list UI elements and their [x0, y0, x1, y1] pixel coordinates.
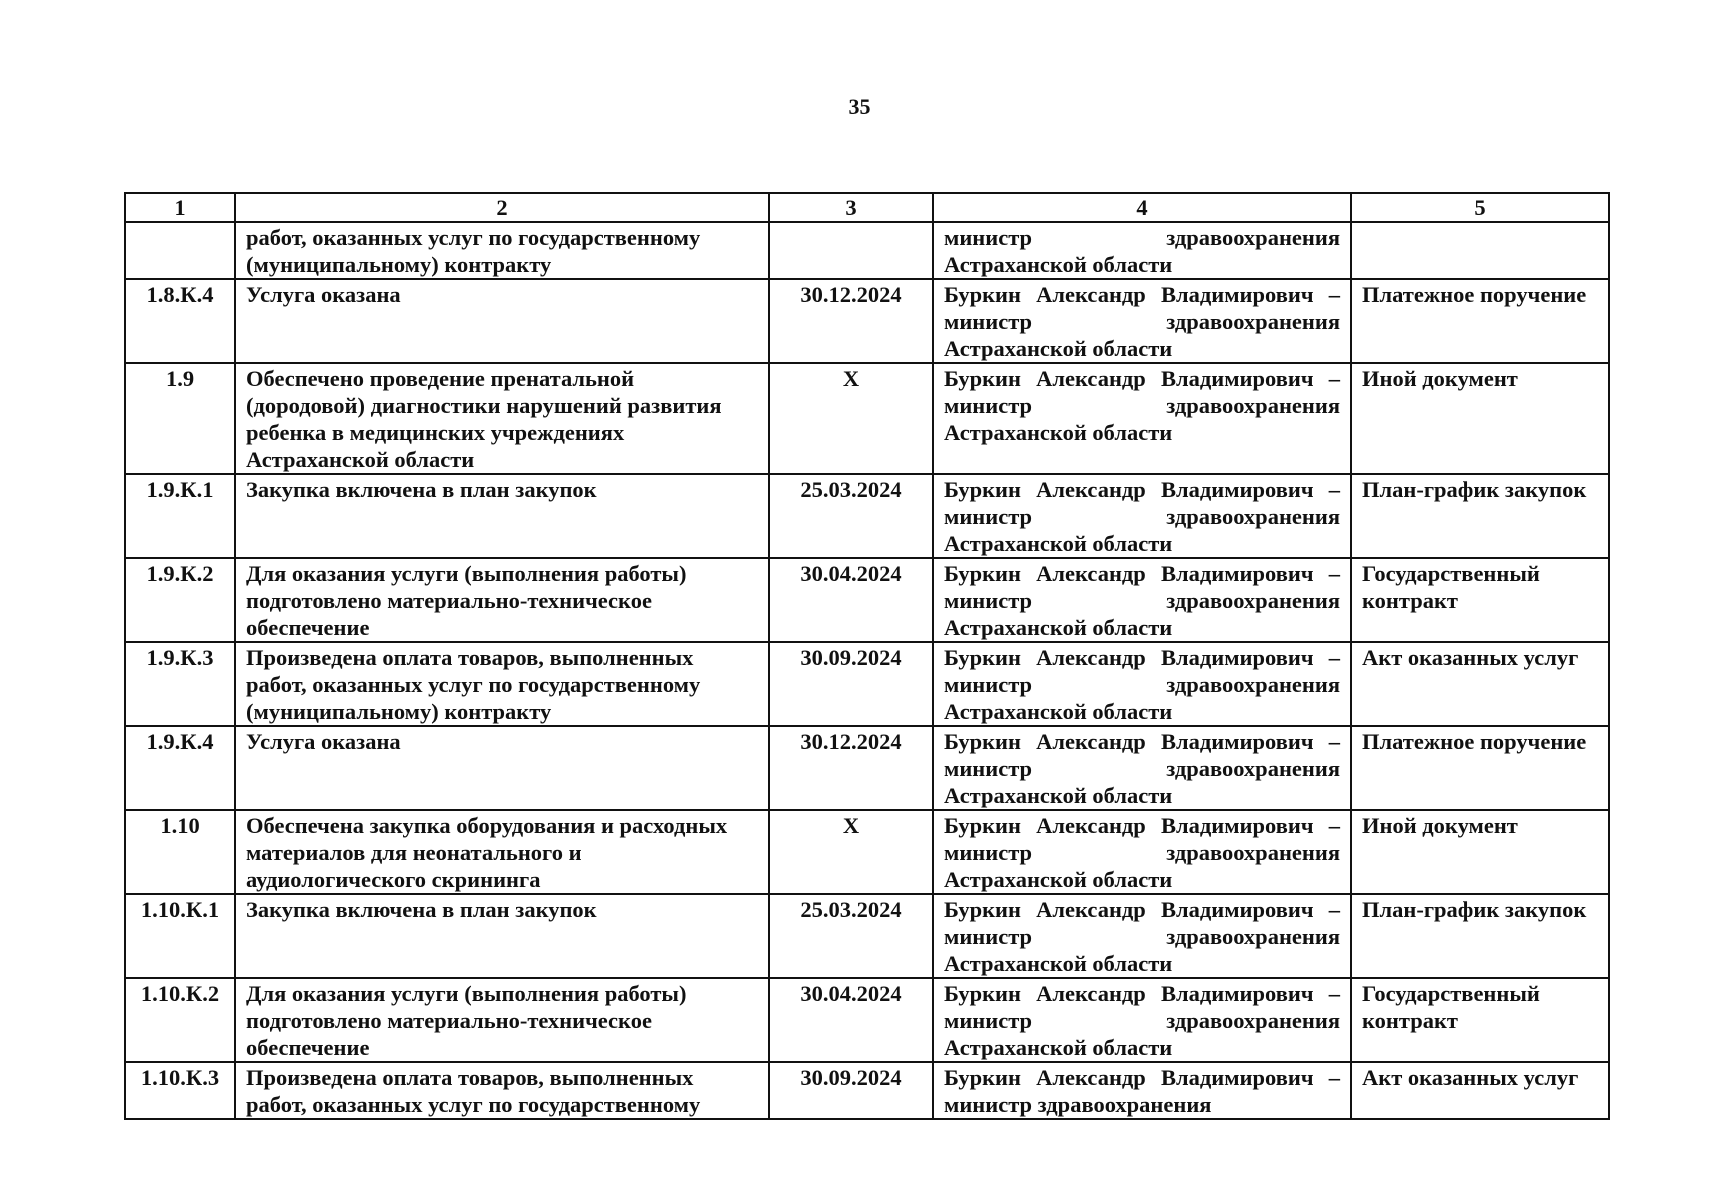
- row-date: 30.12.2024: [769, 279, 933, 363]
- row-date: 30.04.2024: [769, 978, 933, 1062]
- row-document: План-график закупок: [1351, 474, 1609, 558]
- table-row: [125, 222, 1609, 279]
- row-responsible: Буркин Александр Владимирович – министр здравоохранения Астраханской области: [933, 363, 1351, 474]
- row-description: Для оказания услуги (выполнения работы) подготовлено материально-техническое обеспечение: [235, 978, 769, 1062]
- table-row: [125, 894, 1609, 978]
- row-document: Иной документ: [1351, 810, 1609, 894]
- row-number: 1.9.К.1: [125, 474, 235, 558]
- header-col-5: 5: [1351, 193, 1609, 222]
- plan-table: [124, 192, 1610, 1120]
- row-document: Платежное поручение: [1351, 726, 1609, 810]
- page-number: 35: [848, 94, 871, 119]
- row-number: 1.9.К.4: [125, 726, 235, 810]
- row-date: 25.03.2024: [769, 474, 933, 558]
- row-number: 1.8.К.4: [125, 279, 235, 363]
- row-number: 1.10: [125, 810, 235, 894]
- row-description: Обеспечена закупка оборудования и расходных материалов для неонатального и аудиологического скрининга: [235, 810, 769, 894]
- row-description: Закупка включена в план закупок: [235, 894, 769, 978]
- row-responsible: Буркин Александр Владимирович – министр здравоохранения Астраханской области: [933, 279, 1351, 363]
- row-description: Услуга оказана: [235, 726, 769, 810]
- row-document: Государственный контракт: [1351, 558, 1609, 642]
- row-document: Государственный контракт: [1351, 978, 1609, 1062]
- row-number: 1.10.К.2: [125, 978, 235, 1062]
- header-col-1: 1: [125, 193, 235, 222]
- row-description: Произведена оплата товаров, выполненных работ, оказанных услуг по государственному: [235, 1062, 769, 1119]
- table-row: [125, 558, 1609, 642]
- row-description: Услуга оказана: [235, 279, 769, 363]
- row-document: Акт оказанных услуг: [1351, 1062, 1609, 1119]
- row-responsible: Буркин Александр Владимирович – министр здравоохранения Астраханской области: [933, 642, 1351, 726]
- table-row: [125, 474, 1609, 558]
- row-date: X: [769, 810, 933, 894]
- row-description: Для оказания услуги (выполнения работы) подготовлено материально-техническое обеспечение: [235, 558, 769, 642]
- row-description: Произведена оплата товаров, выполненных работ, оказанных услуг по государственному (муниципальному) контракту: [235, 642, 769, 726]
- table-row: [125, 1062, 1609, 1119]
- row-date: 30.09.2024: [769, 642, 933, 726]
- row-number: 1.9: [125, 363, 235, 474]
- table-row: [125, 810, 1609, 894]
- table-row: [125, 363, 1609, 474]
- row-responsible: Буркин Александр Владимирович – министр здравоохранения Астраханской области: [933, 978, 1351, 1062]
- header-col-2: 2: [235, 193, 769, 222]
- row-date: 30.12.2024: [769, 726, 933, 810]
- row-responsible: Буркин Александр Владимирович – министр здравоохранения Астраханской области: [933, 558, 1351, 642]
- row-document: Акт оказанных услуг: [1351, 642, 1609, 726]
- row-document: [1351, 222, 1609, 279]
- table-row: [125, 642, 1609, 726]
- row-number: 1.10.К.1: [125, 894, 235, 978]
- header-col-4: 4: [933, 193, 1351, 222]
- row-description: работ, оказанных услуг по государственному (муниципальному) контракту: [235, 222, 769, 279]
- row-responsible: Буркин Александр Владимирович – министр здравоохранения Астраханской области: [933, 726, 1351, 810]
- row-responsible: Буркин Александр Владимирович – министр здравоохранения Астраханской области: [933, 894, 1351, 978]
- row-responsible: Буркин Александр Владимирович – министр здравоохранения Астраханской области: [933, 474, 1351, 558]
- row-description: Закупка включена в план закупок: [235, 474, 769, 558]
- row-date: 30.04.2024: [769, 558, 933, 642]
- row-document: План-график закупок: [1351, 894, 1609, 978]
- row-responsible: Буркин Александр Владимирович – министр здравоохранения: [933, 1062, 1351, 1119]
- row-description: Обеспечено проведение пренатальной (дородовой) диагностики нарушений развития ребенка в медицинских учреждениях Астраханской области: [235, 363, 769, 474]
- row-document: Иной документ: [1351, 363, 1609, 474]
- table-header-row: [125, 193, 1609, 222]
- table-row: [125, 726, 1609, 810]
- row-responsible: министр здравоохранения Астраханской области: [933, 222, 1351, 279]
- row-date: X: [769, 363, 933, 474]
- row-number: 1.10.К.3: [125, 1062, 235, 1119]
- row-date: 30.09.2024: [769, 1062, 933, 1119]
- row-number: 1.9.К.2: [125, 558, 235, 642]
- row-date: 25.03.2024: [769, 894, 933, 978]
- table-row: [125, 978, 1609, 1062]
- header-col-3: 3: [769, 193, 933, 222]
- row-date: [769, 222, 933, 279]
- row-number: 1.9.К.3: [125, 642, 235, 726]
- row-responsible: Буркин Александр Владимирович – министр здравоохранения Астраханской области: [933, 810, 1351, 894]
- row-number: [125, 222, 235, 279]
- row-document: Платежное поручение: [1351, 279, 1609, 363]
- table-row: [125, 279, 1609, 363]
